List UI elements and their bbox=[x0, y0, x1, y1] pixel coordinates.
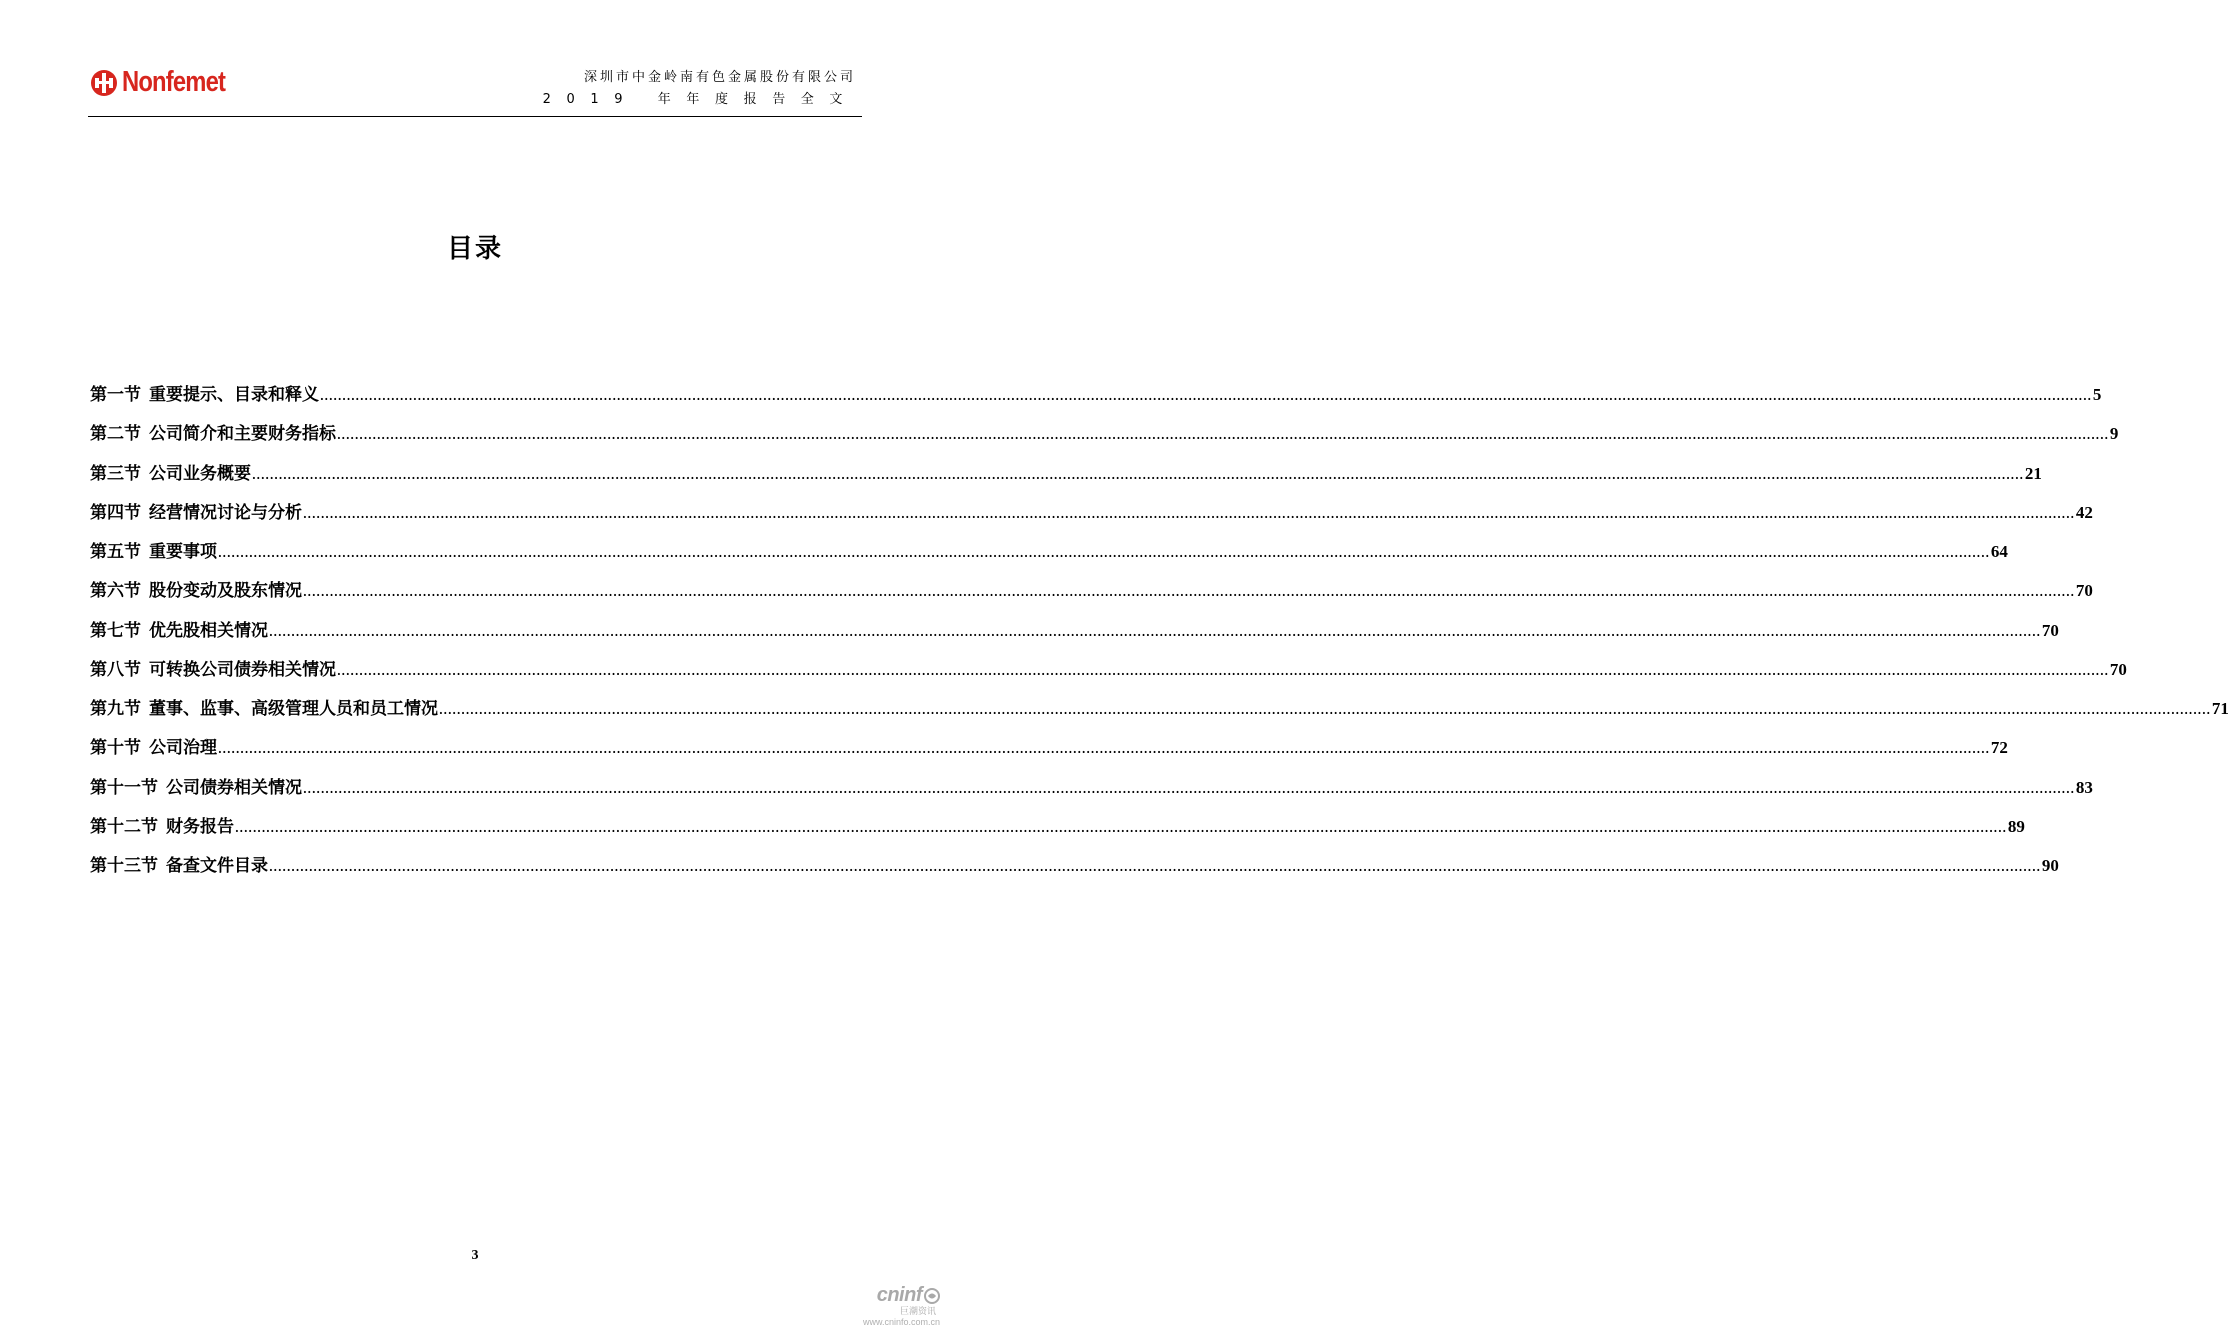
toc-entry[interactable] bbox=[90, 380, 2102, 419]
toc-leader-dots: ................................................................................................................................................................................................................................................................................................................................................................................................................ bbox=[235, 821, 2007, 835]
toc-page-number: 71 bbox=[2211, 699, 2229, 718]
toc-entry-label bbox=[90, 616, 268, 641]
toc-entry-label bbox=[90, 459, 251, 484]
toc-leader-dots: ................................................................................................................................................................................................................................................................................................................................................................................................................ bbox=[269, 625, 2041, 639]
toc-page-number: 83 bbox=[2075, 777, 2093, 797]
toc-entry-label bbox=[90, 694, 438, 719]
watermark-brand-text: cninf bbox=[876, 1284, 922, 1306]
toc-entry-label bbox=[90, 537, 217, 562]
toc-section-number: 第十二节 bbox=[90, 816, 158, 837]
toc-page-number: 5 bbox=[2092, 385, 2102, 404]
toc-entry[interactable] bbox=[90, 851, 2059, 890]
toc-entry[interactable] bbox=[90, 498, 2093, 537]
toc-entry-label bbox=[90, 773, 302, 798]
toc-leader-dots: ................................................................................................................................................................................................................................................................................................................................................................................................................ bbox=[320, 390, 2092, 403]
toc-entry[interactable] bbox=[90, 694, 2229, 733]
toc-page-number: 70 bbox=[2041, 620, 2059, 640]
toc-page-number: 89 bbox=[2007, 816, 2025, 836]
toc-section-title: 经营情况讨论与分析 bbox=[149, 502, 302, 523]
toc-title: 目录 bbox=[446, 234, 503, 264]
toc-leader-dots: ................................................................................................................................................................................................................................................................................................................................................................................................................ bbox=[337, 664, 2109, 678]
toc-section-number: 第五节 bbox=[90, 542, 141, 562]
toc-page-number: 70 bbox=[2075, 581, 2093, 601]
toc-entry[interactable] bbox=[90, 773, 2093, 812]
watermark-url: www.cninfo.com.cn bbox=[862, 1317, 940, 1327]
toc-page-number: 70 bbox=[2109, 659, 2127, 679]
nonfemet-logo-icon bbox=[90, 69, 118, 97]
logo-wordmark: Nonfemet bbox=[122, 66, 226, 98]
toc-section-title: 公司治理 bbox=[149, 738, 217, 759]
toc-leader-dots: ................................................................................................................................................................................................................................................................................................................................................................................................................ bbox=[303, 507, 2075, 521]
toc-entry[interactable] bbox=[90, 576, 2093, 615]
toc-entry-label bbox=[90, 655, 336, 680]
page-header bbox=[88, 62, 862, 117]
toc-entry-label bbox=[90, 812, 234, 837]
toc-entry-label bbox=[90, 733, 217, 758]
toc-section-title: 公司业务概要 bbox=[149, 463, 251, 484]
toc-entry[interactable] bbox=[90, 419, 2119, 458]
toc-leader-dots: ................................................................................................................................................................................................................................................................................................................................................................................................................ bbox=[337, 429, 2109, 443]
toc-section-title: 公司债券相关情况 bbox=[166, 777, 302, 798]
toc-page-number: 64 bbox=[1990, 542, 2008, 561]
toc-entry-label bbox=[90, 419, 336, 444]
toc-section-number: 第九节 bbox=[90, 699, 141, 719]
toc-section-number: 第八节 bbox=[90, 659, 141, 680]
toc-section-title: 重要提示、目录和释义 bbox=[149, 385, 319, 405]
page-number: 3 bbox=[471, 1248, 479, 1263]
toc-entry[interactable] bbox=[90, 459, 2042, 498]
toc-entry[interactable] bbox=[90, 537, 2008, 576]
toc-section-title: 重要事项 bbox=[149, 542, 217, 562]
toc-leader-dots: ................................................................................................................................................................................................................................................................................................................................................................................................................ bbox=[439, 704, 2211, 717]
toc-page-number: 21 bbox=[2024, 463, 2042, 483]
toc-page-number: 90 bbox=[2041, 856, 2059, 875]
toc-page-number: 9 bbox=[2109, 424, 2119, 444]
toc-entry[interactable] bbox=[90, 812, 2025, 851]
toc-section-number: 第六节 bbox=[90, 581, 141, 602]
toc-entry[interactable] bbox=[90, 733, 2008, 772]
toc-entry-label bbox=[90, 851, 268, 876]
toc-section-number: 第一节 bbox=[90, 385, 141, 405]
toc-section-title: 股份变动及股东情况 bbox=[149, 581, 302, 602]
toc-page-number: 72 bbox=[1990, 738, 2008, 758]
toc-entry-label bbox=[90, 498, 302, 523]
cninfo-watermark bbox=[820, 1284, 940, 1334]
toc-section-number: 第十三节 bbox=[90, 856, 158, 876]
table-of-contents bbox=[90, 380, 2229, 890]
toc-section-title: 公司简介和主要财务指标 bbox=[149, 424, 336, 445]
toc-entry[interactable] bbox=[90, 616, 2059, 655]
toc-section-number: 第十节 bbox=[90, 738, 141, 759]
toc-section-title: 可转换公司债券相关情况 bbox=[149, 659, 336, 680]
company-name: 深圳市中金岭南有色金属股份有限公司 bbox=[583, 70, 856, 85]
toc-leader-dots: ................................................................................................................................................................................................................................................................................................................................................................................................................ bbox=[252, 468, 2024, 482]
toc-entry[interactable] bbox=[90, 655, 2127, 694]
toc-section-number: 第七节 bbox=[90, 620, 141, 641]
toc-entry-label bbox=[90, 576, 302, 601]
toc-section-number: 第十一节 bbox=[90, 777, 158, 798]
company-logo bbox=[90, 68, 248, 97]
toc-section-title: 董事、监事、高级管理人员和员工情况 bbox=[149, 699, 438, 719]
toc-leader-dots: ................................................................................................................................................................................................................................................................................................................................................................................................................ bbox=[269, 861, 2041, 874]
toc-leader-dots: ................................................................................................................................................................................................................................................................................................................................................................................................................ bbox=[218, 743, 1990, 757]
toc-section-title: 备查文件目录 bbox=[166, 856, 268, 876]
report-title: 2019 年年度报告全文 bbox=[542, 92, 858, 107]
toc-section-number: 第三节 bbox=[90, 463, 141, 484]
toc-section-number: 第四节 bbox=[90, 502, 141, 523]
toc-leader-dots: ................................................................................................................................................................................................................................................................................................................................................................................................................ bbox=[218, 547, 1990, 560]
toc-leader-dots: ................................................................................................................................................................................................................................................................................................................................................................................................................ bbox=[303, 586, 2075, 600]
toc-page-number: 42 bbox=[2075, 502, 2093, 522]
cninfo-logo-icon bbox=[924, 1288, 940, 1304]
watermark-chinese: 巨潮资讯 bbox=[899, 1307, 936, 1317]
toc-section-title: 优先股相关情况 bbox=[149, 620, 268, 641]
toc-section-number: 第二节 bbox=[90, 424, 141, 445]
toc-entry-label bbox=[90, 380, 319, 405]
toc-leader-dots: ................................................................................................................................................................................................................................................................................................................................................................................................................ bbox=[303, 782, 2075, 796]
toc-section-title: 财务报告 bbox=[166, 816, 234, 837]
